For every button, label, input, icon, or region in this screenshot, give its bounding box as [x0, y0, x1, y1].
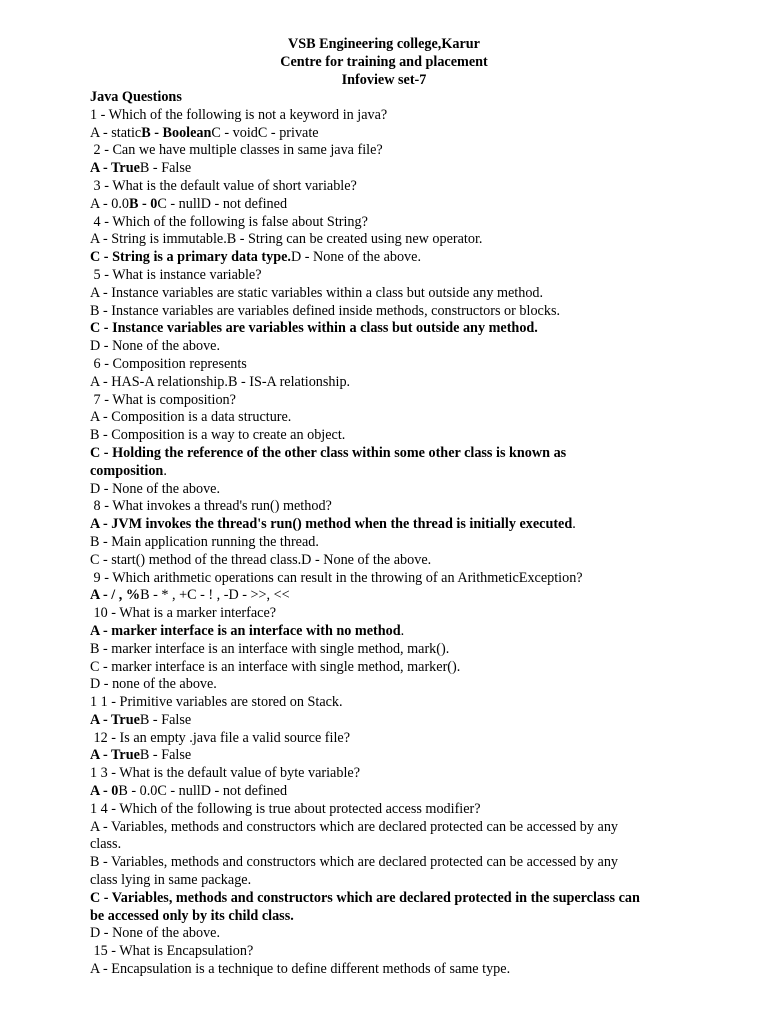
- text-line: [90, 890, 690, 908]
- text-line: [90, 587, 690, 605]
- set-title: Infoview set-7: [341, 71, 427, 88]
- line-text: 2 - Can we have multiple classes in same java file?: [90, 142, 383, 159]
- answer-text: A - True: [90, 160, 140, 177]
- line-text: C - ! , -: [187, 587, 229, 604]
- question-list: [90, 107, 690, 979]
- text-line: [90, 409, 690, 427]
- text-line: [90, 819, 690, 837]
- text-line: [90, 694, 690, 712]
- text-line: [90, 107, 690, 125]
- line-text: class lying in same package.: [90, 872, 252, 889]
- line-text: D - None of the above.: [90, 338, 221, 355]
- line-text: C - null: [157, 195, 201, 212]
- line-text: C - marker interface is an interface with single method, marker().: [90, 658, 461, 675]
- text-line: [90, 765, 690, 783]
- answer-text: C - Variables, methods and constructors which are declared protected in the superclass can: [90, 889, 640, 906]
- line-text: A - static: [90, 124, 142, 141]
- line-text: B - False: [139, 747, 192, 764]
- line-text: 1 - Which of the following is not a keyword in java?: [90, 106, 388, 123]
- answer-text: A - marker interface is an interface with no method: [90, 622, 401, 639]
- text-line: [90, 783, 690, 801]
- document-header: [0, 36, 768, 89]
- line-text: D - not defined: [200, 783, 288, 800]
- text-line: [90, 374, 690, 392]
- line-text: B - Composition is a way to create an object.: [90, 427, 346, 444]
- answer-text: A - JVM invokes the thread's run() method when the thread is initially executed: [90, 516, 573, 533]
- text-line: [90, 392, 690, 410]
- line-text: B - marker interface is an interface with single method, mark().: [90, 640, 450, 657]
- text-line: [90, 908, 690, 926]
- line-text: 5 - What is instance variable?: [90, 266, 262, 283]
- line-text: .: [572, 516, 576, 533]
- centre-name: Centre for training and placement: [280, 53, 488, 70]
- line-text: B - IS-A relationship.: [227, 373, 351, 390]
- text-line: [90, 463, 690, 481]
- text-line: [90, 427, 690, 445]
- line-text: 4 - Which of the following is false about String?: [90, 213, 368, 230]
- text-line: [90, 142, 690, 160]
- text-line: [90, 712, 690, 730]
- line-text: D - None of the above.: [90, 925, 221, 942]
- line-text: D - None of the above.: [90, 480, 221, 497]
- text-line: [90, 641, 690, 659]
- text-line: [90, 516, 690, 534]
- answer-text: B - 0: [129, 195, 158, 212]
- text-line: [90, 925, 690, 943]
- text-line: [90, 320, 690, 338]
- answer-text: C - Instance variables are variables within a class but outside any method.: [90, 320, 538, 337]
- line-text: B - False: [139, 160, 192, 177]
- line-text: A - 0.0: [90, 195, 130, 212]
- line-text: C - start() method of the thread class.: [90, 551, 302, 568]
- line-text: B - Variables, methods and constructors which are declared protected can be accessed by any: [90, 854, 619, 871]
- text-line: [90, 570, 690, 588]
- text-line: [90, 534, 690, 552]
- text-line: [90, 285, 690, 303]
- text-line: [90, 303, 690, 321]
- line-text: C - null: [157, 783, 201, 800]
- line-text: .: [163, 462, 167, 479]
- college-name: VSB Engineering college,Karur: [288, 36, 480, 52]
- line-text: D - None of the above.: [290, 249, 421, 266]
- line-text: 1 4 - Which of the following is true about protected access modifier?: [90, 800, 481, 817]
- line-text: 1 3 - What is the default value of byte variable?: [90, 765, 360, 782]
- text-line: [90, 961, 690, 979]
- line-text: .: [400, 622, 405, 639]
- line-text: class.: [90, 836, 122, 853]
- text-line: [90, 872, 690, 890]
- document-body: [90, 89, 690, 979]
- line-text: C - private: [257, 124, 319, 141]
- line-text: A - Variables, methods and constructors which are declared protected can be accessed by any: [90, 818, 619, 835]
- answer-text: C - String is a primary data type.: [90, 249, 291, 266]
- text-line: [90, 445, 690, 463]
- text-line: [90, 854, 690, 872]
- text-line: [90, 659, 690, 677]
- line-text: D - None of the above.: [301, 551, 432, 568]
- text-line: [90, 196, 690, 214]
- line-text: B - 0.0: [118, 783, 158, 800]
- answer-text: be accessed only by its child class.: [90, 907, 294, 924]
- answer-text: A - / , %: [90, 587, 141, 604]
- line-text: A - Composition is a data structure.: [90, 409, 292, 426]
- answer-text: A - 0: [90, 783, 119, 800]
- text-line: [90, 356, 690, 374]
- line-text: A - String is immutable.: [90, 231, 227, 248]
- line-text: 7 - What is composition?: [90, 391, 236, 408]
- line-text: 9 - Which arithmetic operations can result in the throwing of an ArithmeticException?: [90, 569, 583, 586]
- text-line: [90, 231, 690, 249]
- text-line: [90, 498, 690, 516]
- line-text: D - >>, <<: [228, 587, 290, 604]
- answer-text: composition: [90, 462, 164, 479]
- line-text: B - False: [139, 711, 192, 728]
- line-text: C - void: [211, 124, 258, 141]
- text-line: [90, 747, 690, 765]
- text-line: [90, 801, 690, 819]
- line-text: 1 1 - Primitive variables are stored on Stack.: [90, 694, 343, 711]
- text-line: [90, 623, 690, 641]
- line-text: 12 - Is an empty .java file a valid source file?: [90, 729, 351, 746]
- answer-text: A - True: [90, 711, 140, 728]
- line-text: 8 - What invokes a thread's run() method?: [90, 498, 332, 515]
- line-text: B - Main application running the thread.: [90, 533, 319, 550]
- line-text: 10 - What is a marker interface?: [90, 605, 277, 622]
- text-line: [90, 676, 690, 694]
- line-text: 15 - What is Encapsulation?: [90, 943, 254, 960]
- text-line: [90, 481, 690, 499]
- text-line: [90, 730, 690, 748]
- text-line: [90, 338, 690, 356]
- line-text: 3 - What is the default value of short variable?: [90, 177, 357, 194]
- text-line: [90, 160, 690, 178]
- text-line: [90, 214, 690, 232]
- text-line: [90, 125, 690, 143]
- section-title: Java Questions: [90, 89, 182, 105]
- answer-text: B - Boolean: [141, 124, 212, 141]
- text-line: [90, 836, 690, 854]
- text-line: [90, 605, 690, 623]
- text-line: [90, 267, 690, 285]
- line-text: B - Instance variables are variables defined inside methods, constructors or blocks.: [90, 302, 561, 319]
- line-text: 6 - Composition represents: [90, 355, 247, 372]
- answer-text: C - Holding the reference of the other class within some other class is known as: [90, 444, 567, 461]
- text-line: [90, 178, 690, 196]
- text-line: [90, 943, 690, 961]
- line-text: B - String can be created using new operator.: [226, 231, 483, 248]
- line-text: A - Encapsulation is a technique to define different methods of same type.: [90, 961, 511, 978]
- line-text: D - not defined: [200, 195, 288, 212]
- text-line: [90, 249, 690, 267]
- line-text: A - HAS-A relationship.: [90, 373, 228, 390]
- answer-text: A - True: [90, 747, 140, 764]
- text-line: [90, 552, 690, 570]
- line-text: B - * , +: [140, 587, 188, 604]
- line-text: D - none of the above.: [90, 676, 217, 693]
- line-text: A - Instance variables are static variables within a class but outside any method.: [90, 284, 544, 301]
